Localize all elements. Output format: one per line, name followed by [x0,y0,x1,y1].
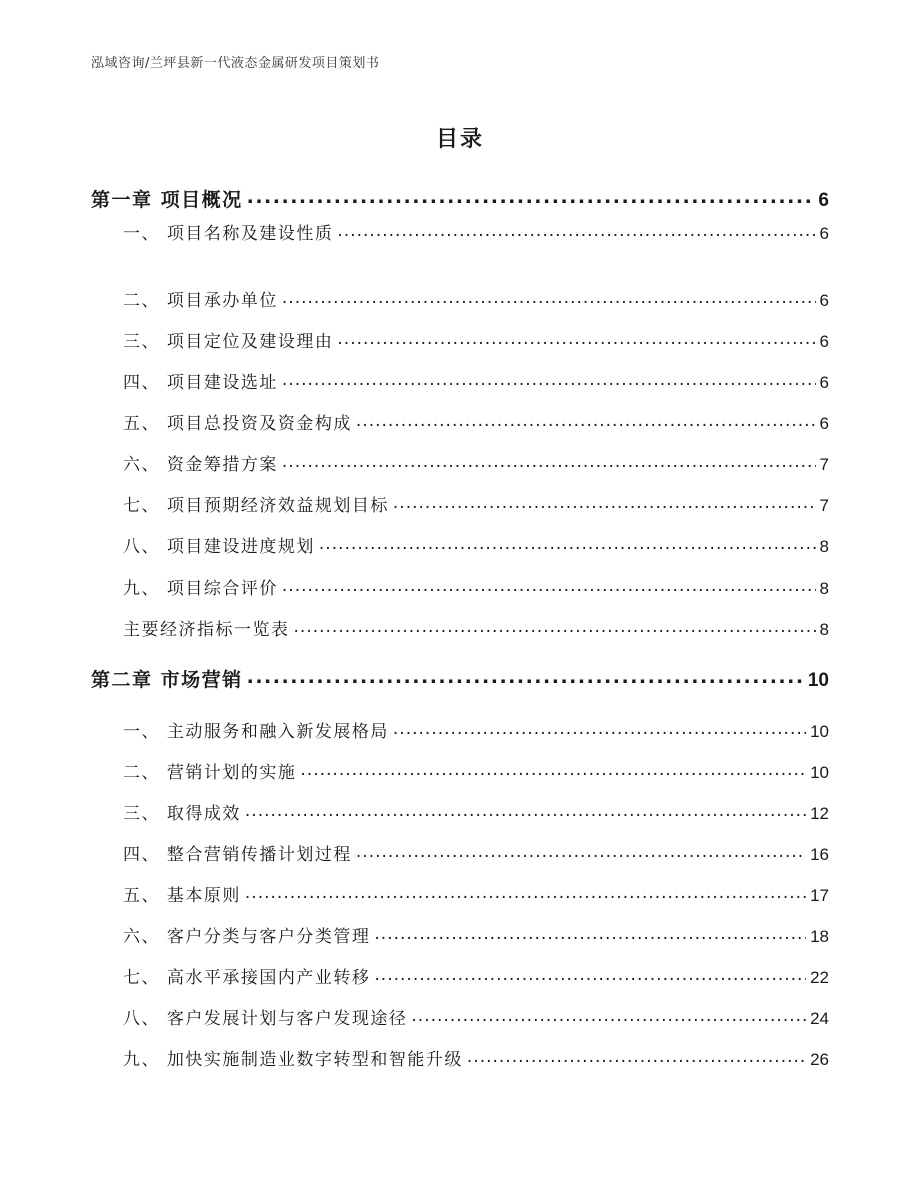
toc-page-number: 6 [819,332,829,351]
leader-dots [356,843,806,860]
toc-label: 六、 资金筹措方案 [123,455,278,475]
toc-title: 目录 [435,127,484,152]
toc-label: 主要经济指标一览表 [123,620,290,640]
toc-section[interactable] [91,574,829,598]
leader-dots [245,802,806,819]
toc-section[interactable] [91,717,829,741]
toc-page-number: 18 [810,927,829,946]
toc-page-number: 6 [819,414,829,433]
leader-dots [282,577,816,594]
leader-dots [245,884,806,901]
leader-dots [282,371,816,388]
leader-dots [319,535,816,552]
leader-dots [247,667,804,686]
toc-section[interactable] [91,450,829,474]
toc-section[interactable] [91,799,829,823]
leader-dots [356,412,816,429]
toc-section[interactable] [91,758,829,782]
toc-label: 一、 项目名称及建设性质 [123,224,334,244]
toc-page-number: 22 [810,968,829,987]
toc-section[interactable] [91,840,829,864]
toc-page-number: 24 [810,1009,829,1028]
leader-dots [467,1048,806,1065]
toc-section[interactable] [91,219,829,243]
leader-dots [337,222,815,239]
running-header: 泓域咨询/兰坪县新一代液态金属研发项目策划书 [91,56,380,71]
toc-label: 二、 营销计划的实施 [123,763,297,783]
toc-section[interactable] [91,1045,829,1069]
leader-dots [282,289,816,306]
toc-page-number: 7 [819,496,829,515]
toc-label: 八、 客户发展计划与客户发现途径 [123,1009,408,1029]
toc-section[interactable] [91,615,829,639]
toc-page-number: 16 [810,845,829,864]
toc-section[interactable] [91,532,829,556]
toc-label: 七、 高水平承接国内产业转移 [123,968,371,988]
toc-section[interactable] [91,491,829,515]
toc-page-number: 6 [819,224,829,243]
toc-section[interactable] [91,922,829,946]
leader-dots [374,966,806,983]
toc-label: 五、 项目总投资及资金构成 [123,414,352,434]
toc-page-number: 8 [819,620,829,639]
toc-label: 三、 项目定位及建设理由 [123,332,334,352]
toc-label: 第一章 项目概况 [91,189,243,211]
toc-section[interactable] [91,409,829,433]
toc-section[interactable] [91,1004,829,1028]
toc-label: 四、 整合营销传播计划过程 [123,845,352,865]
toc-page-number: 26 [810,1050,829,1069]
toc-label: 九、 加快实施制造业数字转型和智能升级 [123,1050,463,1070]
toc-label: 四、 项目建设选址 [123,373,278,393]
toc-section[interactable] [91,881,829,905]
leader-dots [282,453,816,470]
leader-dots [337,330,815,347]
toc-page-number: 10 [807,670,829,691]
toc-label: 第二章 市场营销 [91,669,243,691]
leader-dots [247,187,815,206]
toc-label: 八、 项目建设进度规划 [123,537,315,557]
toc-label: 九、 项目综合评价 [123,579,278,599]
leader-dots [300,761,806,778]
toc-page-number: 12 [810,804,829,823]
toc-page-number: 6 [818,190,829,211]
toc-label: 七、 项目预期经济效益规划目标 [123,496,389,516]
toc-chapter[interactable] [91,665,829,691]
toc-section[interactable] [91,286,829,310]
toc-page-number: 10 [810,722,829,741]
leader-dots [294,618,816,635]
toc-label: 六、 客户分类与客户分类管理 [123,927,371,947]
toc-page-number: 17 [810,886,829,905]
leader-dots [393,720,806,737]
toc-label: 五、 基本原则 [123,886,241,906]
toc-page-number: 7 [819,455,829,474]
toc-label: 二、 项目承办单位 [123,291,278,311]
toc-label: 一、 主动服务和融入新发展格局 [123,722,389,742]
toc-section[interactable] [91,963,829,987]
leader-dots [374,925,806,942]
leader-dots [411,1007,806,1024]
toc-section[interactable] [91,327,829,351]
toc-page-number: 10 [810,763,829,782]
leader-dots [393,494,816,511]
toc-page-number: 6 [819,291,829,310]
toc-label: 三、 取得成效 [123,804,241,824]
toc-page-number: 8 [819,537,829,556]
toc-page-number: 6 [819,373,829,392]
toc-chapter[interactable] [91,185,829,211]
toc-page-number: 8 [819,579,829,598]
toc-section[interactable] [91,368,829,392]
